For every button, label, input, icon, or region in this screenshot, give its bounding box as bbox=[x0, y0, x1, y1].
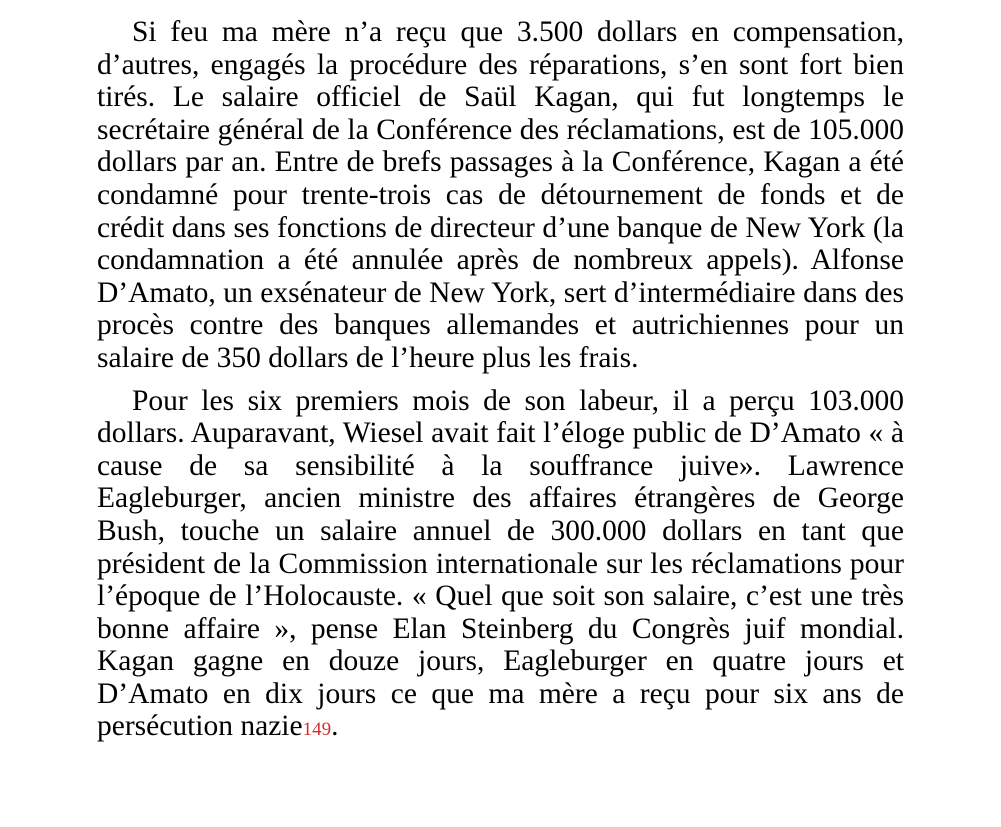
paragraph-1 bbox=[97, 16, 904, 375]
paragraph-2 bbox=[97, 385, 904, 744]
document-page bbox=[97, 16, 904, 743]
footnote-reference-link[interactable]: 149 bbox=[302, 719, 332, 741]
previous-line-fragment bbox=[120, 0, 240, 2]
paragraph-1-text: Si feu ma mère n’a reçu que 3.500 dollars en compensation, d’autres, engagés la procédure des réparations, s’en sont fort bien tirés. Le salaire officiel de Saül Kagan, qui fut longtemps le secrétaire général de la Conférence des réclamations, est de 105.000 dollars par an. Entre de brefs passages à la Conférence, Kagan a été condamné pour trente-trois cas de détournement de fonds et de crédit dans ses fonctions de directeur d’une banque de New York (la condamnation a été annulée après de nombreux appels). Alfonse D’Amato, un exsénateur de New York, sert d’intermédiaire dans des procès contre des banques allemandes et autrichiennes pour un salaire de 350 dollars de l’heure plus les frais. bbox=[97, 16, 904, 374]
paragraph-2-text: Pour les six premiers mois de son labeur, il a perçu 103.000 dollars. Auparavant, Wiesel avait fait l’éloge public de D’Amato « à cause de sa sensibilité à la souffrance juive». Lawrence Eagleburger, ancien ministre des affaires étrangères de George Bush, touche un salaire annuel de 300.000 dollars en tant que président de la Commission internationale sur les réclamations pour l’époque de l’Holocauste. « Quel que soit son salaire, c’est une très bonne affaire », pense Elan Steinberg du Congrès juif mondial. Kagan gagne en douze jours, Eagleburger en quatre jours et D’Amato en dix jours ce que ma mère a reçu pour six ans de persécution nazie bbox=[97, 384, 904, 743]
paragraph-2-end-punctuation: . bbox=[331, 710, 339, 743]
